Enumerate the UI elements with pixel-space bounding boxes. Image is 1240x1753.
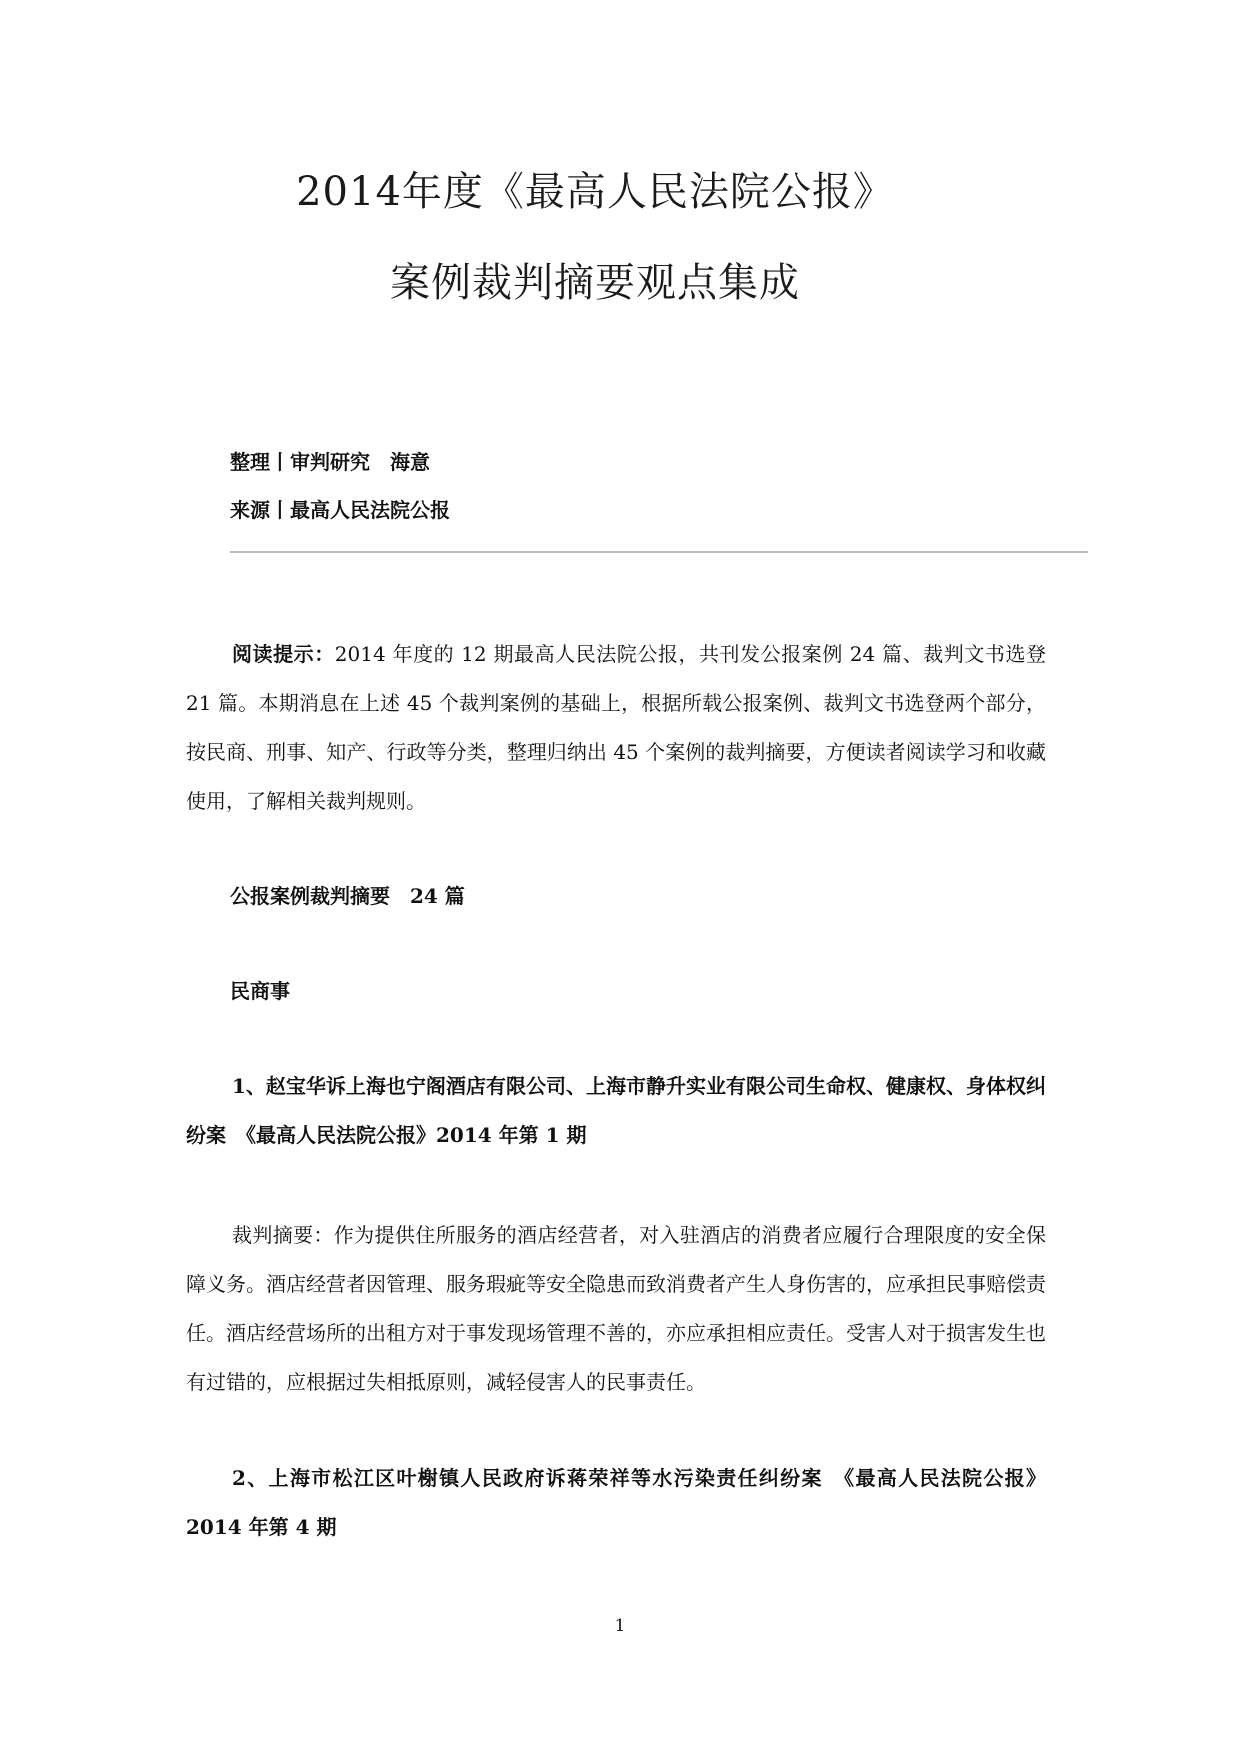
reading-tip-label: 阅读提示： <box>232 642 335 666</box>
case-title: 2、上海市松江区叶榭镇人民政府诉蒋荣祥等水污染责任纠纷案 《最高人民法院公报》2014 年第 4 期 <box>186 1466 1046 1539</box>
source-credit: 来源丨最高人民法院公报 <box>230 498 450 522</box>
case-summary: 裁判摘要：作为提供住所服务的酒店经营者，对入驻酒店的消费者应履行合理限度的安全保障义务。酒店经营者因管理、服务瑕疵等安全隐患而致消费者产生人身伤害的，应承担民事赔偿责任。酒店经营场所的出租方对于事发现场管理不善的，亦应承担相应责任。受害人对于损害发生也有过错的，应根据过失相抵原则，减轻侵害人的民事责任。 <box>186 1223 1046 1394</box>
document-title-line-1: 2014年度《最高人民法院公报》 <box>296 169 894 215</box>
compiler-credit: 整理丨审判研究 海意 <box>230 450 430 474</box>
header-divider <box>230 551 1088 553</box>
case-title: 1、赵宝华诉上海也宁阁酒店有限公司、上海市静升实业有限公司生命权、健康权、身体权纠纷案 《最高人民法院公报》2014 年第 1 期 <box>186 1074 1046 1147</box>
category-heading: 民商事 <box>230 979 290 1003</box>
document-title-line-2: 案例裁判摘要观点集成 <box>390 260 800 306</box>
reading-tip-paragraph <box>186 630 1046 826</box>
reading-tip-text: 2014 年度的 12 期最高人民法院公报，共刊发公报案例 24 篇、裁判文书选登 21 篇。本期消息在上述 45 个裁判案例的基础上，根据所载公报案例、裁判文书选登两个部分，按民商、刑事、知产、行政等分类，整理归纳出 45 个案例的裁判摘要，方便读者阅读学习和收藏使用，了解相关裁判规则。 <box>186 642 1046 813</box>
page-number: 1 <box>614 1616 626 1636</box>
section-heading: 公报案例裁判摘要 24 篇 <box>230 884 465 908</box>
